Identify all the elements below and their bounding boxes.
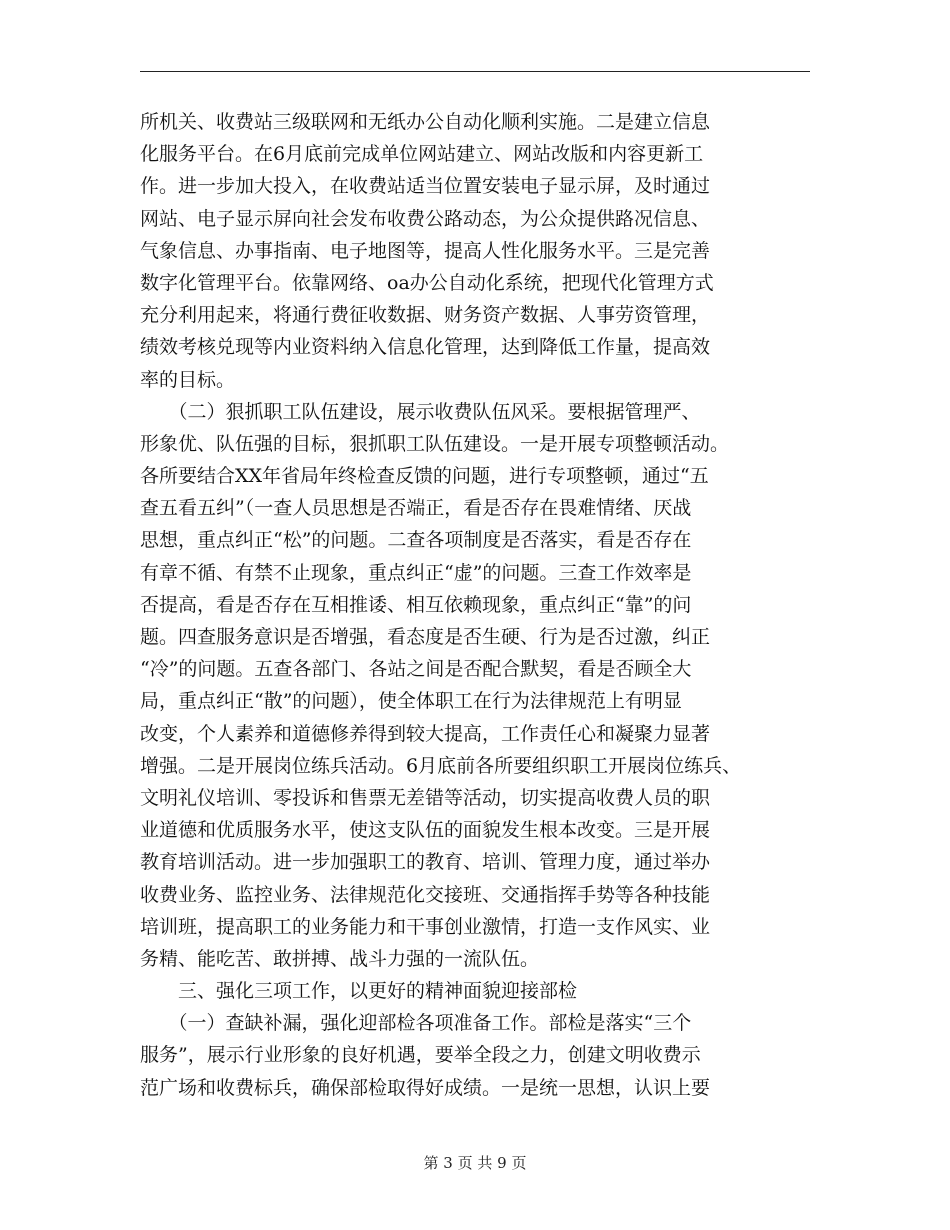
text-line: 培训班，提高职工的业务能力和干事创业激情，打造一支作风实、业 <box>140 915 711 938</box>
text-line: 思想，重点纠正“松”的问题。二查各项制度是否落实，看是否存在 <box>140 529 692 552</box>
text-line: 否提高，看是否存在互相推诿、相互依赖现象，重点纠正“靠”的问 <box>140 593 692 616</box>
text-line: 增强。二是开展岗位练兵活动。6月底前各所要组织职工开展岗位练兵、 <box>140 754 742 777</box>
text-line: 务精、能吃苦、敢拼搏、战斗力强的一流队伍。 <box>140 947 540 970</box>
text-line: 所机关、收费站三级联网和无纸办公自动化顺利实施。二是建立信息 <box>140 111 711 133</box>
text-line: 网站、电子显示屏向社会发布收费公路动态，为公众提供路况信息、 <box>140 207 711 230</box>
text-line: 查五看五纠”（一查人员思想是否端正，看是否存在畏难情绪、厌战 <box>140 497 692 520</box>
text-line: 业道德和优质服务水平，使这支队伍的面貌发生根本改变。三是开展 <box>140 819 711 842</box>
text-line: 三、强化三项工作，以更好的精神面貌迎接部检 <box>140 980 578 1003</box>
text-line: 范广场和收费标兵，确保部检取得好成绩。一是统一思想，认识上要 <box>140 1076 711 1099</box>
text-line: 绩效考核兑现等内业资料纳入信息化管理，达到降低工作量，提高效 <box>140 336 711 359</box>
text-line: 化服务平台。在6月底前完成单位网站建立、网站改版和内容更新工 <box>140 143 704 166</box>
text-line: 形象优、队伍强的目标，狠抓职工队伍建设。一是开展专项整顿活动。 <box>140 432 730 455</box>
text-line: 各所要结合XX年省局年终检查反馈的问题，进行专项整顿，通过“五 <box>140 465 709 488</box>
text-line: （一）查缺补漏，强化迎部检各项准备工作。部检是落实“三个 <box>140 1012 692 1035</box>
text-line: 局，重点纠正“散”的问题），使全体职工在行为法律规范上有明显 <box>140 690 682 713</box>
text-line: 教育培训活动。进一步加强职工的教育、培训、管理力度，通过举办 <box>140 851 711 874</box>
body-text <box>140 106 820 1104</box>
page-footer: 第 3 页 共 9 页 <box>423 1154 527 1172</box>
header-rule <box>140 71 810 72</box>
text-line: 服务”，展示行业形象的良好机遇，要举全段之力，创建文明收费示 <box>140 1044 701 1067</box>
text-line: 有章不循、有禁不止现象，重点纠正“虚”的问题。三查工作效率是 <box>140 561 692 584</box>
text-line: 数字化管理平台。依靠网络、oa办公自动化系统，把现代化管理方式 <box>140 271 714 294</box>
text-line: 文明礼仪培训、零投诉和售票无差错等活动，切实提高收费人员的职 <box>140 786 711 809</box>
text-line: 气象信息、办事指南、电子地图等，提高人性化服务水平。三是完善 <box>140 239 711 262</box>
text-line: 率的目标。 <box>140 368 236 391</box>
text-line: 收费业务、监控业务、法律规范化交接班、交通指挥手势等各种技能 <box>140 883 711 906</box>
text-line: 作。进一步加大投入，在收费站适当位置安装电子显示屏，及时通过 <box>140 175 711 198</box>
text-line: “冷”的问题。五查各部门、各站之间是否配合默契，看是否顾全大 <box>140 658 692 681</box>
text-line: （二）狠抓职工队伍建设，展示收费队伍风采。要根据管理严、 <box>140 400 701 423</box>
text-line: 题。四查服务意识是否增强，看态度是否生硬、行为是否过激，纠正 <box>140 626 711 648</box>
text-line: 改变，个人素养和道德修养得到较大提高，工作责任心和凝聚力显著 <box>140 722 711 745</box>
text-line: 充分利用起来，将通行费征收数据、财务资产数据、人事劳资管理， <box>140 304 711 327</box>
